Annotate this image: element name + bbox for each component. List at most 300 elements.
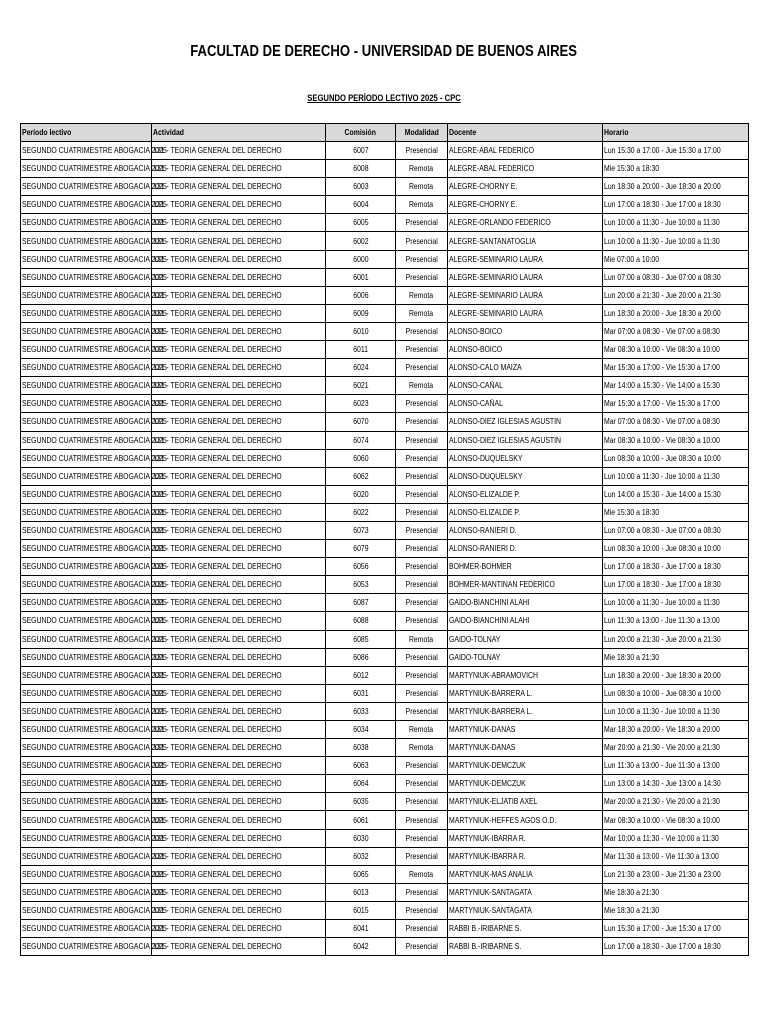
modalidad-cell: Remota xyxy=(396,739,448,757)
horario-cell: Mar 08:30 a 10:00 - Vie 08:30 a 10:00 xyxy=(603,341,749,359)
periodo-cell: SEGUNDO CUATRIMESTRE ABOGACIA 2025 xyxy=(21,377,152,395)
horario-cell: Lun 14:00 a 15:30 - Jue 14:00 a 15:30 xyxy=(603,485,749,503)
horario-cell: Lun 18:30 a 20:00 - Jue 18:30 a 20:00 xyxy=(603,666,749,684)
horario-cell: Lun 17:00 a 18:30 - Jue 17:00 a 18:30 xyxy=(603,938,749,956)
modalidad-cell: Presencial xyxy=(396,648,448,666)
actividad-cell: 131 - TEORIA GENERAL DEL DERECHO xyxy=(152,721,326,739)
actividad-cell: 131 - TEORIA GENERAL DEL DERECHO xyxy=(152,322,326,340)
comision-cell: 6070 xyxy=(326,413,396,431)
actividad-cell: 131 - TEORIA GENERAL DEL DERECHO xyxy=(152,540,326,558)
horario-cell: Mar 20:00 a 21:30 - Vie 20:00 a 21:30 xyxy=(603,739,749,757)
column-header-comision: Comisión xyxy=(326,124,396,142)
periodo-cell: SEGUNDO CUATRIMESTRE ABOGACIA 2025 xyxy=(21,160,152,178)
actividad-cell: 131 - TEORIA GENERAL DEL DERECHO xyxy=(152,757,326,775)
column-header-modalidad: Modalidad xyxy=(396,124,448,142)
horario-cell: Mar 14:00 a 15:30 - Vie 14:00 a 15:30 xyxy=(603,377,749,395)
table-row xyxy=(21,449,749,467)
table-row xyxy=(21,250,749,268)
table-row xyxy=(21,160,749,178)
periodo-cell: SEGUNDO CUATRIMESTRE ABOGACIA 2025 xyxy=(21,648,152,666)
table-row xyxy=(21,431,749,449)
modalidad-cell: Presencial xyxy=(396,901,448,919)
docente-cell: ALEGRE-SEMINARIO LAURA xyxy=(448,304,603,322)
modalidad-cell: Remota xyxy=(396,304,448,322)
horario-cell: Lun 18:30 a 20:00 - Jue 18:30 a 20:00 xyxy=(603,304,749,322)
horario-cell: Mar 15:30 a 17:00 - Vie 15:30 a 17:00 xyxy=(603,359,749,377)
modalidad-cell: Presencial xyxy=(396,775,448,793)
docente-cell: ALONSO-BOICO xyxy=(448,341,603,359)
docente-cell: MARTYNIUK-IBARRA R. xyxy=(448,847,603,865)
modalidad-cell: Remota xyxy=(396,196,448,214)
actividad-cell: 131 - TEORIA GENERAL DEL DERECHO xyxy=(152,377,326,395)
docente-cell: ALEGRE-ABAL FEDERICO xyxy=(448,142,603,160)
table-row xyxy=(21,178,749,196)
periodo-cell: SEGUNDO CUATRIMESTRE ABOGACIA 2025 xyxy=(21,142,152,160)
table-body xyxy=(21,142,749,956)
periodo-cell: SEGUNDO CUATRIMESTRE ABOGACIA 2025 xyxy=(21,250,152,268)
horario-cell: Lun 18:30 a 20:00 - Jue 18:30 a 20:00 xyxy=(603,178,749,196)
periodo-cell: SEGUNDO CUATRIMESTRE ABOGACIA 2025 xyxy=(21,214,152,232)
periodo-cell: SEGUNDO CUATRIMESTRE ABOGACIA 2025 xyxy=(21,359,152,377)
modalidad-cell: Presencial xyxy=(396,576,448,594)
actividad-cell: 131 - TEORIA GENERAL DEL DERECHO xyxy=(152,232,326,250)
actividad-cell: 131 - TEORIA GENERAL DEL DERECHO xyxy=(152,938,326,956)
table-row xyxy=(21,901,749,919)
actividad-cell: 131 - TEORIA GENERAL DEL DERECHO xyxy=(152,431,326,449)
periodo-cell: SEGUNDO CUATRIMESTRE ABOGACIA 2025 xyxy=(21,196,152,214)
actividad-cell: 131 - TEORIA GENERAL DEL DERECHO xyxy=(152,341,326,359)
comision-cell: 6020 xyxy=(326,485,396,503)
docente-cell: ALONSO-ELIZALDE P. xyxy=(448,485,603,503)
modalidad-cell: Presencial xyxy=(396,829,448,847)
actividad-cell: 131 - TEORIA GENERAL DEL DERECHO xyxy=(152,920,326,938)
table-row xyxy=(21,467,749,485)
actividad-cell: 131 - TEORIA GENERAL DEL DERECHO xyxy=(152,666,326,684)
modalidad-cell: Presencial xyxy=(396,920,448,938)
horario-cell: Mar 11:30 a 13:00 - Vie 11:30 a 13:00 xyxy=(603,847,749,865)
modalidad-cell: Presencial xyxy=(396,359,448,377)
modalidad-cell: Presencial xyxy=(396,558,448,576)
actividad-cell: 131 - TEORIA GENERAL DEL DERECHO xyxy=(152,160,326,178)
periodo-cell: SEGUNDO CUATRIMESTRE ABOGACIA 2025 xyxy=(21,901,152,919)
comision-cell: 6012 xyxy=(326,666,396,684)
table-row xyxy=(21,322,749,340)
periodo-cell: SEGUNDO CUATRIMESTRE ABOGACIA 2025 xyxy=(21,521,152,539)
table-row xyxy=(21,232,749,250)
comision-cell: 6004 xyxy=(326,196,396,214)
table-row xyxy=(21,938,749,956)
docente-cell: MARTYNIUK-DANAS xyxy=(448,721,603,739)
comision-cell: 6063 xyxy=(326,757,396,775)
docente-cell: BOHMER-MANTINAN FEDERICO xyxy=(448,576,603,594)
table-row xyxy=(21,558,749,576)
actividad-cell: 131 - TEORIA GENERAL DEL DERECHO xyxy=(152,739,326,757)
comision-cell: 6073 xyxy=(326,521,396,539)
docente-cell: GAIDO-TOLNAY xyxy=(448,630,603,648)
periodo-cell: SEGUNDO CUATRIMESTRE ABOGACIA 2025 xyxy=(21,576,152,594)
table-row xyxy=(21,630,749,648)
docente-cell: ALONSO-CALO MAIZA xyxy=(448,359,603,377)
actividad-cell: 131 - TEORIA GENERAL DEL DERECHO xyxy=(152,901,326,919)
horario-cell: Mar 15:30 a 17:00 - Vie 15:30 a 17:00 xyxy=(603,395,749,413)
modalidad-cell: Presencial xyxy=(396,485,448,503)
docente-cell: MARTYNIUK-MAS ANALIA xyxy=(448,865,603,883)
horario-cell: Mie 18:30 a 21:30 xyxy=(603,883,749,901)
horario-cell: Lun 20:00 a 21:30 - Jue 20:00 a 21:30 xyxy=(603,286,749,304)
column-header-actividad: Actividad xyxy=(152,124,326,142)
modalidad-cell: Presencial xyxy=(396,612,448,630)
comision-cell: 6009 xyxy=(326,304,396,322)
horario-cell: Mar 10:00 a 11:30 - Vie 10:00 a 11:30 xyxy=(603,829,749,847)
docente-cell: ALONSO-CAÑAL xyxy=(448,377,603,395)
horario-cell: Mar 08:30 a 10:00 - Vie 08:30 a 10:00 xyxy=(603,431,749,449)
document-title: FACULTAD DE DERECHO - UNIVERSIDAD DE BUENOS AIRES xyxy=(190,43,578,60)
docente-cell: ALONSO-ELIZALDE P. xyxy=(448,503,603,521)
table-row xyxy=(21,739,749,757)
comision-cell: 6030 xyxy=(326,829,396,847)
periodo-cell: SEGUNDO CUATRIMESTRE ABOGACIA 2025 xyxy=(21,739,152,757)
actividad-cell: 131 - TEORIA GENERAL DEL DERECHO xyxy=(152,702,326,720)
comision-cell: 6021 xyxy=(326,377,396,395)
docente-cell: BOHMER-BOHMER xyxy=(448,558,603,576)
periodo-cell: SEGUNDO CUATRIMESTRE ABOGACIA 2025 xyxy=(21,558,152,576)
horario-cell: Lun 21:30 a 23:00 - Jue 21:30 a 23:00 xyxy=(603,865,749,883)
table-row xyxy=(21,413,749,431)
actividad-cell: 131 - TEORIA GENERAL DEL DERECHO xyxy=(152,178,326,196)
actividad-cell: 131 - TEORIA GENERAL DEL DERECHO xyxy=(152,521,326,539)
horario-cell: Lun 17:00 a 18:30 - Jue 17:00 a 18:30 xyxy=(603,196,749,214)
actividad-cell: 131 - TEORIA GENERAL DEL DERECHO xyxy=(152,196,326,214)
table-row xyxy=(21,268,749,286)
table-row xyxy=(21,666,749,684)
periodo-cell: SEGUNDO CUATRIMESTRE ABOGACIA 2025 xyxy=(21,467,152,485)
horario-cell: Lun 10:00 a 11:30 - Jue 10:00 a 11:30 xyxy=(603,467,749,485)
periodo-cell: SEGUNDO CUATRIMESTRE ABOGACIA 2025 xyxy=(21,449,152,467)
comision-cell: 6034 xyxy=(326,721,396,739)
periodo-cell: SEGUNDO CUATRIMESTRE ABOGACIA 2025 xyxy=(21,702,152,720)
table-row xyxy=(21,377,749,395)
table-row xyxy=(21,485,749,503)
docente-cell: MARTYNIUK-HEFFES AGOS O.D. xyxy=(448,811,603,829)
comision-cell: 6010 xyxy=(326,322,396,340)
actividad-cell: 131 - TEORIA GENERAL DEL DERECHO xyxy=(152,214,326,232)
modalidad-cell: Presencial xyxy=(396,594,448,612)
actividad-cell: 131 - TEORIA GENERAL DEL DERECHO xyxy=(152,286,326,304)
table-row xyxy=(21,811,749,829)
comision-cell: 6064 xyxy=(326,775,396,793)
table-row xyxy=(21,721,749,739)
table-row xyxy=(21,503,749,521)
modalidad-cell: Presencial xyxy=(396,232,448,250)
periodo-cell: SEGUNDO CUATRIMESTRE ABOGACIA 2025 xyxy=(21,666,152,684)
actividad-cell: 131 - TEORIA GENERAL DEL DERECHO xyxy=(152,847,326,865)
comision-cell: 6041 xyxy=(326,920,396,938)
comision-cell: 6062 xyxy=(326,467,396,485)
periodo-cell: SEGUNDO CUATRIMESTRE ABOGACIA 2025 xyxy=(21,503,152,521)
docente-cell: GAIDO-TOLNAY xyxy=(448,648,603,666)
horario-cell: Mie 18:30 a 21:30 xyxy=(603,901,749,919)
horario-cell: Lun 15:30 a 17:00 - Jue 15:30 a 17:00 xyxy=(603,920,749,938)
modalidad-cell: Presencial xyxy=(396,322,448,340)
column-header-docente: Docente xyxy=(448,124,603,142)
modalidad-cell: Presencial xyxy=(396,757,448,775)
actividad-cell: 131 - TEORIA GENERAL DEL DERECHO xyxy=(152,395,326,413)
periodo-cell: SEGUNDO CUATRIMESTRE ABOGACIA 2025 xyxy=(21,630,152,648)
periodo-cell: SEGUNDO CUATRIMESTRE ABOGACIA 2025 xyxy=(21,485,152,503)
docente-cell: ALEGRE-CHORNY E. xyxy=(448,196,603,214)
horario-cell: Lun 10:00 a 11:30 - Jue 10:00 a 11:30 xyxy=(603,702,749,720)
docente-cell: MARTYNIUK-ABRAMOVICH xyxy=(448,666,603,684)
modalidad-cell: Presencial xyxy=(396,883,448,901)
docente-cell: MARTYNIUK-SANTAGATA xyxy=(448,883,603,901)
actividad-cell: 131 - TEORIA GENERAL DEL DERECHO xyxy=(152,865,326,883)
periodo-cell: SEGUNDO CUATRIMESTRE ABOGACIA 2025 xyxy=(21,883,152,901)
table-row xyxy=(21,648,749,666)
docente-cell: ALONSO-CAÑAL xyxy=(448,395,603,413)
actividad-cell: 131 - TEORIA GENERAL DEL DERECHO xyxy=(152,648,326,666)
horario-cell: Lun 08:30 a 10:00 - Jue 08:30 a 10:00 xyxy=(603,449,749,467)
docente-cell: ALONSO-DUQUELSKY xyxy=(448,449,603,467)
docente-cell: ALEGRE-SEMINARIO LAURA xyxy=(448,286,603,304)
table-row xyxy=(21,196,749,214)
periodo-cell: SEGUNDO CUATRIMESTRE ABOGACIA 2025 xyxy=(21,811,152,829)
comision-cell: 6079 xyxy=(326,540,396,558)
docente-cell: MARTYNIUK-BARRERA L. xyxy=(448,684,603,702)
comision-cell: 6085 xyxy=(326,630,396,648)
actividad-cell: 131 - TEORIA GENERAL DEL DERECHO xyxy=(152,449,326,467)
table-row xyxy=(21,847,749,865)
comision-cell: 6060 xyxy=(326,449,396,467)
actividad-cell: 131 - TEORIA GENERAL DEL DERECHO xyxy=(152,612,326,630)
modalidad-cell: Presencial xyxy=(396,250,448,268)
actividad-cell: 131 - TEORIA GENERAL DEL DERECHO xyxy=(152,793,326,811)
table-row xyxy=(21,594,749,612)
horario-cell: Lun 07:00 a 08:30 - Jue 07:00 a 08:30 xyxy=(603,521,749,539)
periodo-cell: SEGUNDO CUATRIMESTRE ABOGACIA 2025 xyxy=(21,757,152,775)
comision-cell: 6086 xyxy=(326,648,396,666)
horario-cell: Lun 11:30 a 13:00 - Jue 11:30 a 13:00 xyxy=(603,612,749,630)
table-row xyxy=(21,521,749,539)
comision-cell: 6011 xyxy=(326,341,396,359)
table-row xyxy=(21,341,749,359)
comision-cell: 6056 xyxy=(326,558,396,576)
comision-cell: 6031 xyxy=(326,684,396,702)
table-row xyxy=(21,214,749,232)
table-row xyxy=(21,576,749,594)
actividad-cell: 131 - TEORIA GENERAL DEL DERECHO xyxy=(152,304,326,322)
periodo-cell: SEGUNDO CUATRIMESTRE ABOGACIA 2025 xyxy=(21,540,152,558)
comision-cell: 6042 xyxy=(326,938,396,956)
modalidad-cell: Remota xyxy=(396,178,448,196)
periodo-cell: SEGUNDO CUATRIMESTRE ABOGACIA 2025 xyxy=(21,793,152,811)
comision-cell: 6000 xyxy=(326,250,396,268)
table-row xyxy=(21,920,749,938)
periodo-cell: SEGUNDO CUATRIMESTRE ABOGACIA 2025 xyxy=(21,847,152,865)
docente-cell: MARTYNIUK-DEMCZUK xyxy=(448,757,603,775)
horario-cell: Lun 08:30 a 10:00 - Jue 08:30 a 10:00 xyxy=(603,540,749,558)
actividad-cell: 131 - TEORIA GENERAL DEL DERECHO xyxy=(152,594,326,612)
docente-cell: MARTYNIUK-BARRERA L. xyxy=(448,702,603,720)
horario-cell: Lun 08:30 a 10:00 - Jue 08:30 a 10:00 xyxy=(603,684,749,702)
modalidad-cell: Presencial xyxy=(396,467,448,485)
modalidad-cell: Presencial xyxy=(396,214,448,232)
comision-cell: 6015 xyxy=(326,901,396,919)
actividad-cell: 131 - TEORIA GENERAL DEL DERECHO xyxy=(152,811,326,829)
column-header-periodo: Período lectivo xyxy=(21,124,152,142)
actividad-cell: 131 - TEORIA GENERAL DEL DERECHO xyxy=(152,250,326,268)
table-header xyxy=(21,124,749,142)
actividad-cell: 131 - TEORIA GENERAL DEL DERECHO xyxy=(152,413,326,431)
periodo-cell: SEGUNDO CUATRIMESTRE ABOGACIA 2025 xyxy=(21,920,152,938)
comision-cell: 6001 xyxy=(326,268,396,286)
modalidad-cell: Presencial xyxy=(396,395,448,413)
periodo-cell: SEGUNDO CUATRIMESTRE ABOGACIA 2025 xyxy=(21,232,152,250)
horario-cell: Lun 15:30 a 17:00 - Jue 15:30 a 17:00 xyxy=(603,142,749,160)
comision-cell: 6022 xyxy=(326,503,396,521)
actividad-cell: 131 - TEORIA GENERAL DEL DERECHO xyxy=(152,268,326,286)
horario-cell: Mie 15:30 a 18:30 xyxy=(603,160,749,178)
docente-cell: ALONSO-RANIERI D. xyxy=(448,540,603,558)
docente-cell: GAIDO-BIANCHINI ALAHI xyxy=(448,612,603,630)
modalidad-cell: Presencial xyxy=(396,938,448,956)
docente-cell: ALEGRE-SEMINARIO LAURA xyxy=(448,268,603,286)
periodo-cell: SEGUNDO CUATRIMESTRE ABOGACIA 2025 xyxy=(21,938,152,956)
periodo-cell: SEGUNDO CUATRIMESTRE ABOGACIA 2025 xyxy=(21,304,152,322)
comision-cell: 6023 xyxy=(326,395,396,413)
horario-cell: Lun 10:00 a 11:30 - Jue 10:00 a 11:30 xyxy=(603,594,749,612)
comision-cell: 6065 xyxy=(326,865,396,883)
horario-cell: Lun 20:00 a 21:30 - Jue 20:00 a 21:30 xyxy=(603,630,749,648)
modalidad-cell: Presencial xyxy=(396,521,448,539)
comision-cell: 6008 xyxy=(326,160,396,178)
periodo-cell: SEGUNDO CUATRIMESTRE ABOGACIA 2025 xyxy=(21,341,152,359)
comision-cell: 6002 xyxy=(326,232,396,250)
modalidad-cell: Remota xyxy=(396,721,448,739)
actividad-cell: 131 - TEORIA GENERAL DEL DERECHO xyxy=(152,359,326,377)
docente-cell: RABBI B.-IRIBARNE S. xyxy=(448,938,603,956)
actividad-cell: 131 - TEORIA GENERAL DEL DERECHO xyxy=(152,503,326,521)
schedule-table xyxy=(20,123,749,956)
comision-cell: 6024 xyxy=(326,359,396,377)
docente-cell: ALEGRE-CHORNY E. xyxy=(448,178,603,196)
periodo-cell: SEGUNDO CUATRIMESTRE ABOGACIA 2025 xyxy=(21,395,152,413)
horario-cell: Lun 10:00 a 11:30 - Jue 10:00 a 11:30 xyxy=(603,232,749,250)
horario-cell: Lun 11:30 a 13:00 - Jue 11:30 a 13:00 xyxy=(603,757,749,775)
docente-cell: MARTYNIUK-DANAS xyxy=(448,739,603,757)
modalidad-cell: Presencial xyxy=(396,540,448,558)
docente-cell: MARTYNIUK-SANTAGATA xyxy=(448,901,603,919)
horario-cell: Lun 07:00 a 08:30 - Jue 07:00 a 08:30 xyxy=(603,268,749,286)
actividad-cell: 131 - TEORIA GENERAL DEL DERECHO xyxy=(152,576,326,594)
table-row xyxy=(21,829,749,847)
table-row xyxy=(21,775,749,793)
periodo-cell: SEGUNDO CUATRIMESTRE ABOGACIA 2025 xyxy=(21,286,152,304)
table-row xyxy=(21,540,749,558)
docente-cell: ALEGRE-SANTANATOGLIA xyxy=(448,232,603,250)
comision-cell: 6061 xyxy=(326,811,396,829)
table-row xyxy=(21,883,749,901)
docente-cell: ALONSO-RANIERI D. xyxy=(448,521,603,539)
comision-cell: 6088 xyxy=(326,612,396,630)
horario-cell: Lun 17:00 a 18:30 - Jue 17:00 a 18:30 xyxy=(603,558,749,576)
table-row xyxy=(21,286,749,304)
docente-cell: GAIDO-BIANCHINI ALAHI xyxy=(448,594,603,612)
modalidad-cell: Presencial xyxy=(396,793,448,811)
comision-cell: 6087 xyxy=(326,594,396,612)
modalidad-cell: Presencial xyxy=(396,811,448,829)
actividad-cell: 131 - TEORIA GENERAL DEL DERECHO xyxy=(152,883,326,901)
horario-cell: Lun 10:00 a 11:30 - Jue 10:00 a 11:30 xyxy=(603,214,749,232)
modalidad-cell: Presencial xyxy=(396,847,448,865)
actividad-cell: 131 - TEORIA GENERAL DEL DERECHO xyxy=(152,558,326,576)
docente-cell: ALEGRE-SEMINARIO LAURA xyxy=(448,250,603,268)
periodo-cell: SEGUNDO CUATRIMESTRE ABOGACIA 2025 xyxy=(21,268,152,286)
table-row xyxy=(21,757,749,775)
modalidad-cell: Presencial xyxy=(396,503,448,521)
actividad-cell: 131 - TEORIA GENERAL DEL DERECHO xyxy=(152,142,326,160)
docente-cell: ALEGRE-ORLANDO FEDERICO xyxy=(448,214,603,232)
table-row xyxy=(21,684,749,702)
periodo-cell: SEGUNDO CUATRIMESTRE ABOGACIA 2025 xyxy=(21,431,152,449)
docente-cell: ALONSO-DUQUELSKY xyxy=(448,467,603,485)
modalidad-cell: Remota xyxy=(396,377,448,395)
docente-cell: ALONSO-DIEZ IGLESIAS AGUSTIN xyxy=(448,413,603,431)
comision-cell: 6038 xyxy=(326,739,396,757)
periodo-cell: SEGUNDO CUATRIMESTRE ABOGACIA 2025 xyxy=(21,865,152,883)
periodo-cell: SEGUNDO CUATRIMESTRE ABOGACIA 2025 xyxy=(21,612,152,630)
header-row xyxy=(21,124,749,142)
periodo-cell: SEGUNDO CUATRIMESTRE ABOGACIA 2025 xyxy=(21,594,152,612)
docente-cell: MARTYNIUK-IBARRA R. xyxy=(448,829,603,847)
comision-cell: 6003 xyxy=(326,178,396,196)
table-row xyxy=(21,865,749,883)
modalidad-cell: Presencial xyxy=(396,702,448,720)
modalidad-cell: Presencial xyxy=(396,268,448,286)
docente-cell: ALONSO-DIEZ IGLESIAS AGUSTIN xyxy=(448,431,603,449)
periodo-cell: SEGUNDO CUATRIMESTRE ABOGACIA 2025 xyxy=(21,684,152,702)
modalidad-cell: Remota xyxy=(396,865,448,883)
comision-cell: 6013 xyxy=(326,883,396,901)
modalidad-cell: Remota xyxy=(396,160,448,178)
actividad-cell: 131 - TEORIA GENERAL DEL DERECHO xyxy=(152,485,326,503)
table-row xyxy=(21,702,749,720)
table-row xyxy=(21,395,749,413)
column-header-horario: Horario xyxy=(603,124,749,142)
modalidad-cell: Remota xyxy=(396,630,448,648)
periodo-cell: SEGUNDO CUATRIMESTRE ABOGACIA 2025 xyxy=(21,721,152,739)
horario-cell: Mie 18:30 a 21:30 xyxy=(603,648,749,666)
periodo-cell: SEGUNDO CUATRIMESTRE ABOGACIA 2025 xyxy=(21,322,152,340)
modalidad-cell: Presencial xyxy=(396,341,448,359)
comision-cell: 6007 xyxy=(326,142,396,160)
table-row xyxy=(21,793,749,811)
docente-cell: ALONSO-BOICO xyxy=(448,322,603,340)
table-row xyxy=(21,359,749,377)
document-subtitle: SEGUNDO PERÍODO LECTIVO 2025 - CPC xyxy=(307,93,461,103)
comision-cell: 6053 xyxy=(326,576,396,594)
docente-cell: ALEGRE-ABAL FEDERICO xyxy=(448,160,603,178)
comision-cell: 6074 xyxy=(326,431,396,449)
horario-cell: Lun 17:00 a 18:30 - Jue 17:00 a 18:30 xyxy=(603,576,749,594)
actividad-cell: 131 - TEORIA GENERAL DEL DERECHO xyxy=(152,467,326,485)
modalidad-cell: Presencial xyxy=(396,449,448,467)
actividad-cell: 131 - TEORIA GENERAL DEL DERECHO xyxy=(152,775,326,793)
table-row xyxy=(21,142,749,160)
horario-cell: Mar 08:30 a 10:00 - Vie 08:30 a 10:00 xyxy=(603,811,749,829)
comision-cell: 6035 xyxy=(326,793,396,811)
horario-cell: Lun 13:00 a 14:30 - Jue 13:00 a 14:30 xyxy=(603,775,749,793)
periodo-cell: SEGUNDO CUATRIMESTRE ABOGACIA 2025 xyxy=(21,829,152,847)
